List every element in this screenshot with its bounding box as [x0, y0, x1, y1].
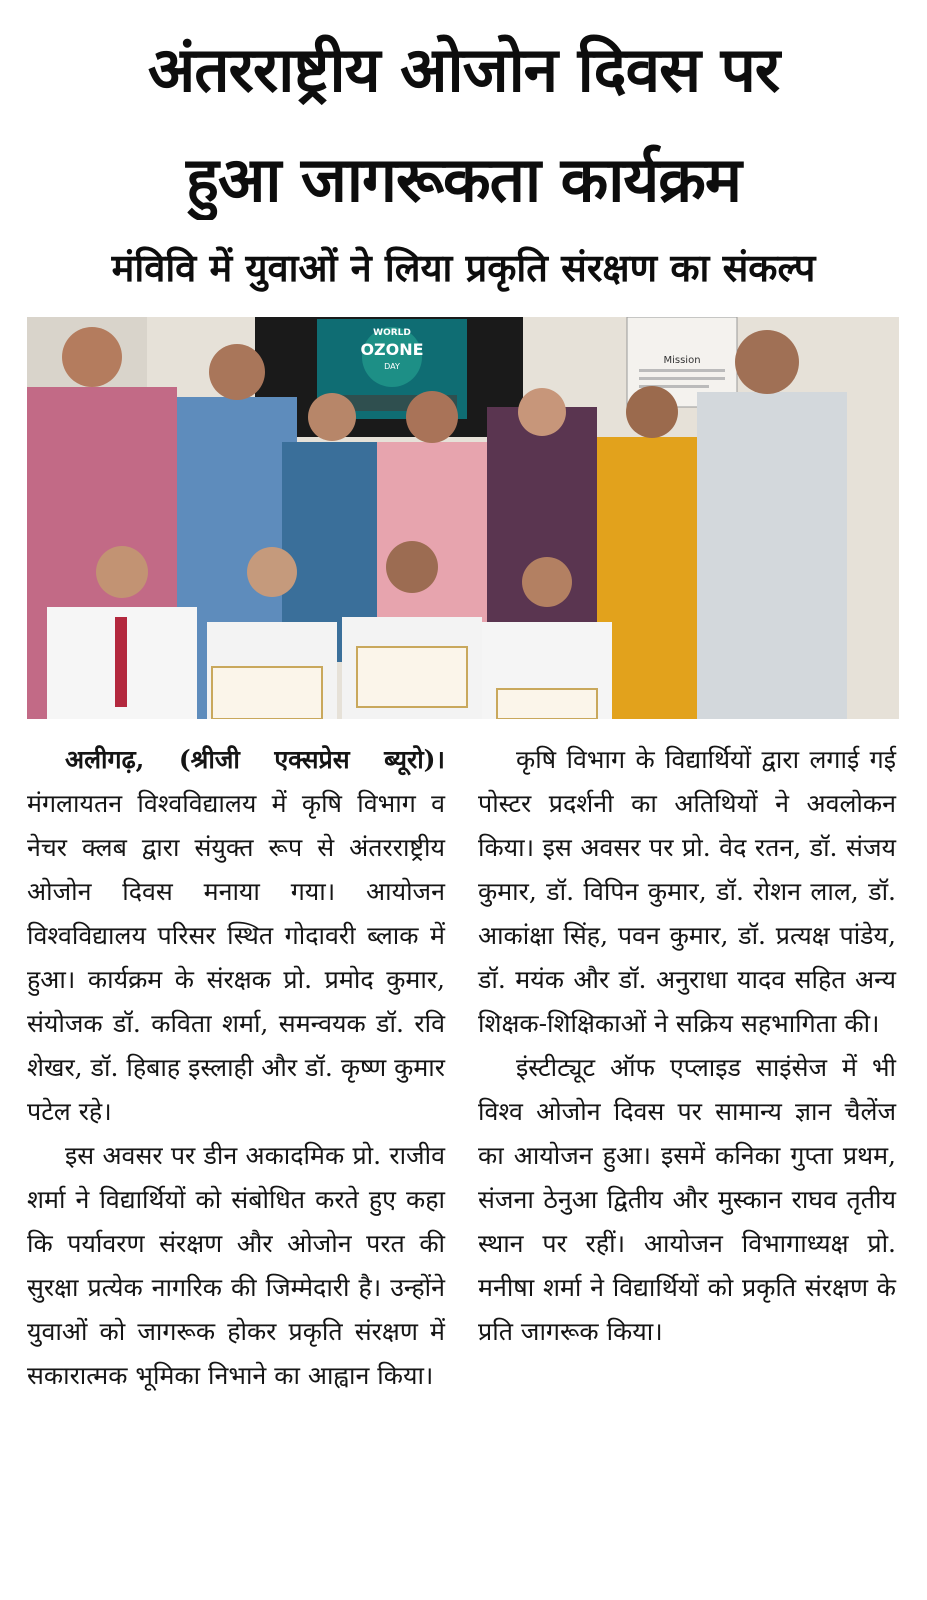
- group-photo: [27, 317, 899, 719]
- article-paragraph-1: [27, 738, 445, 1134]
- headline-line-2: हुआ जागरूकता कार्यक्रम: [186, 143, 741, 216]
- tv-text-ozone: OZONE: [360, 340, 424, 359]
- article-column-right: [478, 738, 896, 1354]
- article-paragraph-4: इंस्टीट्यूट ऑफ एप्लाइड साइंसेज में भी विश्व ओजोन दिवस पर सामान्य ज्ञान चैलेंज का आयोजन हुआ। इसमें कनिका गुप्ता प्रथम, संजना ठेनुआ द्वितीय और मुस्कान राघव तृतीय स्थान पर रहीं। आयोजन विभागाध्यक्ष प्रो. मनीषा शर्मा ने विद्यार्थियों को प्रकृति संरक्षण के प्रति जागरूक किया।: [478, 1053, 896, 1346]
- article-column-left: [27, 738, 445, 1398]
- subheadline: मंविवि में युवाओं ने लिया प्रकृति संरक्षण का संकल्प: [111, 246, 816, 290]
- poster-heading: Mission: [663, 355, 701, 366]
- headline-line-1: अंतरराष्ट्रीय ओजोन दिवस पर: [147, 33, 780, 106]
- tv-text-day: DAY: [384, 362, 400, 371]
- article-paragraph-3: कृषि विभाग के विद्यार्थियों द्वारा लगाई गई पोस्टर प्रदर्शनी का अतिथियों ने अवलोकन किया। इस अवसर पर प्रो. वेद रतन, डॉ. संजय कुमार, डॉ. विपिन कुमार, डॉ. रोशन लाल, डॉ. आकांक्षा सिंह, पवन कुमार, डॉ. प्रत्यक्ष पांडेय, डॉ. मयंक और डॉ. अनुराधा यादव सहित अन्य शिक्षक-शिक्षिकाओं ने सक्रिय सहभागिता की।: [478, 745, 896, 1038]
- article-paragraph-2: इस अवसर पर डीन अकादमिक प्रो. राजीव शर्मा ने विद्यार्थियों को संबोधित करते हुए कहा कि पर्यावरण संरक्षण और ओजोन परत की सुरक्षा प्रत्येक नागरिक की जिम्मेदारी है। उन्होंने युवाओं को जागरूक होकर प्रकृति संरक्षण में सकारात्मक भूमिका निभाने का आह्वान किया।: [27, 1141, 445, 1390]
- dateline: अलीगढ़, (श्रीजी एक्सप्रेस ब्यूरो)।: [65, 745, 445, 774]
- paragraph-1-text: मंगलायतन विश्वविद्यालय में कृषि विभाग व नेचर क्लब द्वारा संयुक्त रूप से अंतरराष्ट्रीय ओजोन दिवस मनाया गया। आयोजन विश्वविद्यालय परिसर स्थित गोदावरी ब्लाक में हुआ। कार्यक्रम के संरक्षक प्रो. प्रमोद कुमार, संयोजक डॉ. कविता शर्मा, समन्वयक डॉ. रवि शेखर, डॉ. हिबाह इस्लाही और डॉ. कृष्ण कुमार पटेल रहे।: [27, 789, 445, 1126]
- tv-text-world: WORLD: [373, 328, 411, 338]
